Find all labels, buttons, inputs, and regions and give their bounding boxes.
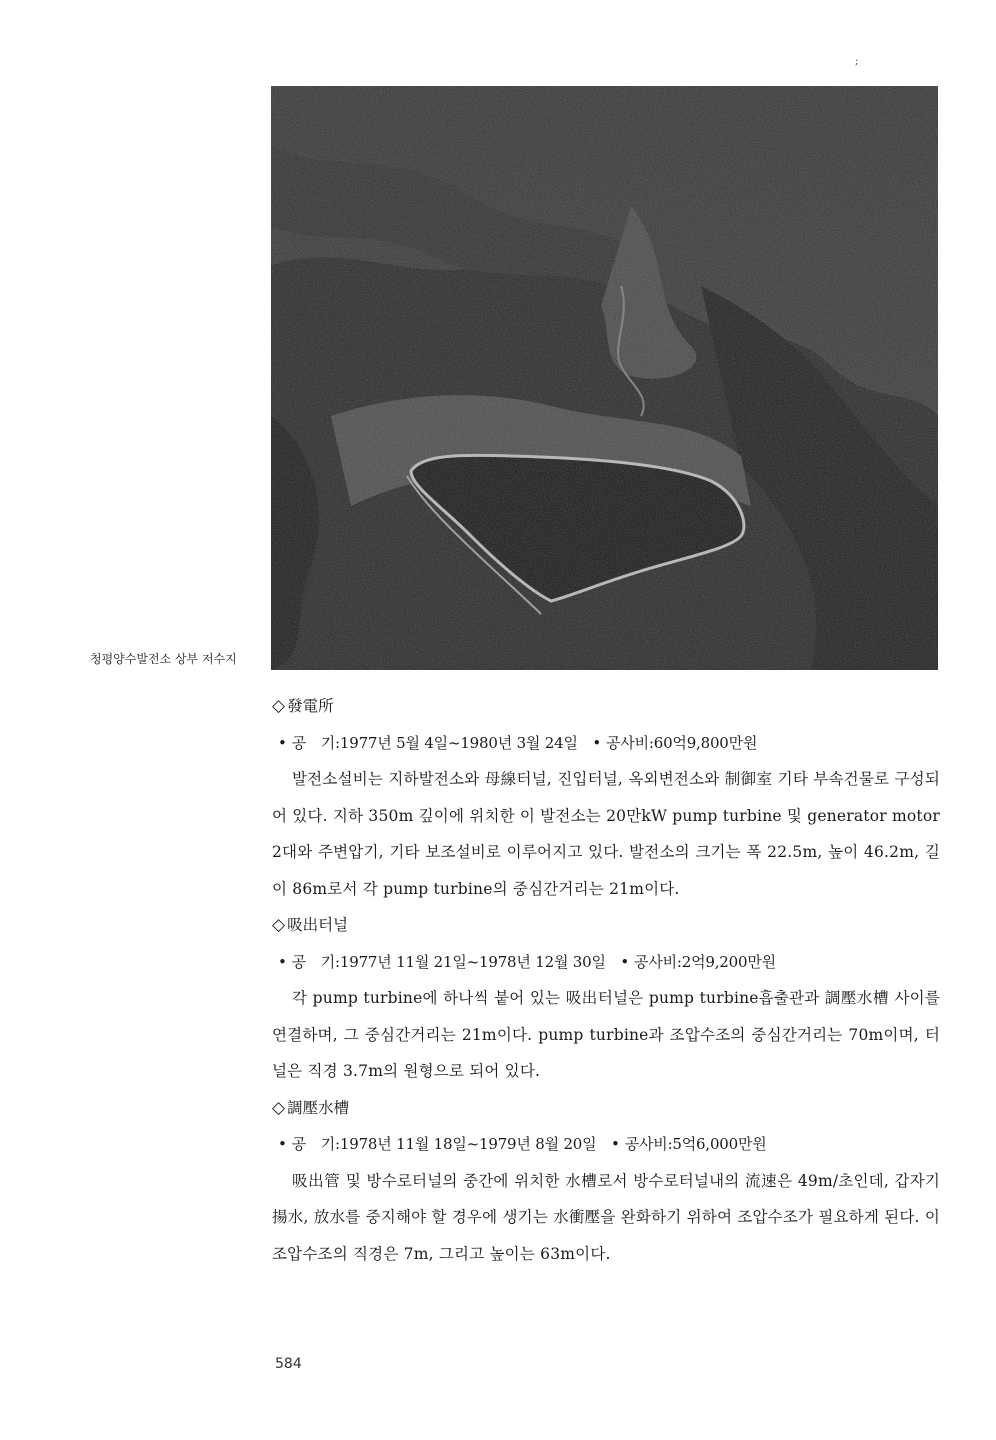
bullet-icon: • (620, 952, 630, 971)
photo-grain (271, 86, 938, 670)
cost-label: 공사비 (634, 952, 677, 971)
cost-label: 공사비 (606, 733, 649, 752)
section-title-text: 調壓水槽 (287, 1098, 350, 1117)
bullet-icon: • (278, 733, 287, 752)
section-title-text: 吸出터널 (287, 916, 349, 934)
diamond-icon: ◇ (272, 915, 286, 935)
stray-mark: ; (855, 56, 859, 67)
cost-value: 5억6,000만원 (672, 1135, 767, 1153)
bullet-icon: • (592, 733, 601, 752)
schedule-value: 1978년 11월 18일~1979년 8월 20일 (339, 1135, 597, 1153)
bullet-icon: • (278, 1135, 287, 1153)
cost-value: 2억9,200만원 (681, 952, 776, 971)
schedule-label: 공 기 (291, 733, 336, 752)
colon: : (335, 952, 340, 971)
diamond-icon: ◇ (272, 1097, 286, 1118)
schedule-value: 1977년 5월 4일~1980년 3월 24일 (339, 733, 578, 752)
cost-label: 공사비 (624, 1135, 668, 1153)
section-title-text: 發電所 (287, 697, 334, 715)
schedule-value: 1977년 11월 21일~1978년 12월 30일 (339, 952, 606, 971)
section-body: 吸出管 및 방수로터널의 중간에 위치한 水槽로서 방수로터널내의 流速은 49m/초인데, 갑자기 揚水, 放水를 중지해야 할 경우에 생기는 水衝壓을 완화하기 위하여 조압수조가 필요하게 된다. 이 조압수조의 직경은 7m, 그리고 높이는 63m이다. (272, 1171, 940, 1263)
section-title (272, 1090, 940, 1127)
photo-caption: 청평양수발전소 상부 저수지 (90, 652, 237, 666)
schedule-label: 공 기 (291, 952, 336, 971)
section-surge-tank (272, 1090, 940, 1273)
bullet-icon: • (611, 1135, 620, 1153)
bullet-icon: • (278, 952, 287, 971)
cost-value: 60억9,800만원 (653, 733, 758, 752)
diamond-icon: ◇ (272, 696, 286, 716)
colon: : (676, 952, 682, 971)
photo-illustration (271, 86, 938, 670)
schedule-label: 공 기 (291, 1135, 336, 1153)
reservoir-aerial-photo (271, 86, 938, 670)
section-body: 발전소설비는 지하발전소와 母線터널, 진입터널, 옥외변전소와 制御室 기타 부속건물로 구성되어 있다. 지하 350m 깊이에 위치한 이 발전소는 20만kW pump turbine 및 generator motor 2대와 주변압기, 기타 보조설비로 이루어지고 있다. 발전소의 크기는 폭 22.5m, 높이 46.2m, 길이 86m로서 각 pump turbine의 중심간거리는 21m이다. (272, 770, 940, 898)
section-meta (272, 725, 940, 762)
colon: : (648, 733, 654, 752)
colon: : (335, 1135, 340, 1153)
document-body (272, 688, 940, 1272)
section-title (272, 907, 940, 944)
section-power-station (272, 688, 940, 907)
section-title (272, 688, 940, 725)
colon: : (667, 1135, 673, 1153)
page-number: 584 (275, 1356, 302, 1372)
section-meta (272, 1126, 940, 1163)
section-body: 각 pump turbine에 하나씩 붙어 있는 吸出터널은 pump turbine흡출관과 調壓水槽 사이를 연결하며, 그 중심간거리는 21m이다. pump turbine과 조압수조의 중심간거리는 70m이며, 터널은 직경 3.7m의 원형으로 되어 있다. (272, 989, 940, 1080)
section-draft-tunnel (272, 907, 940, 1090)
colon: : (335, 733, 340, 752)
section-meta (272, 944, 940, 981)
